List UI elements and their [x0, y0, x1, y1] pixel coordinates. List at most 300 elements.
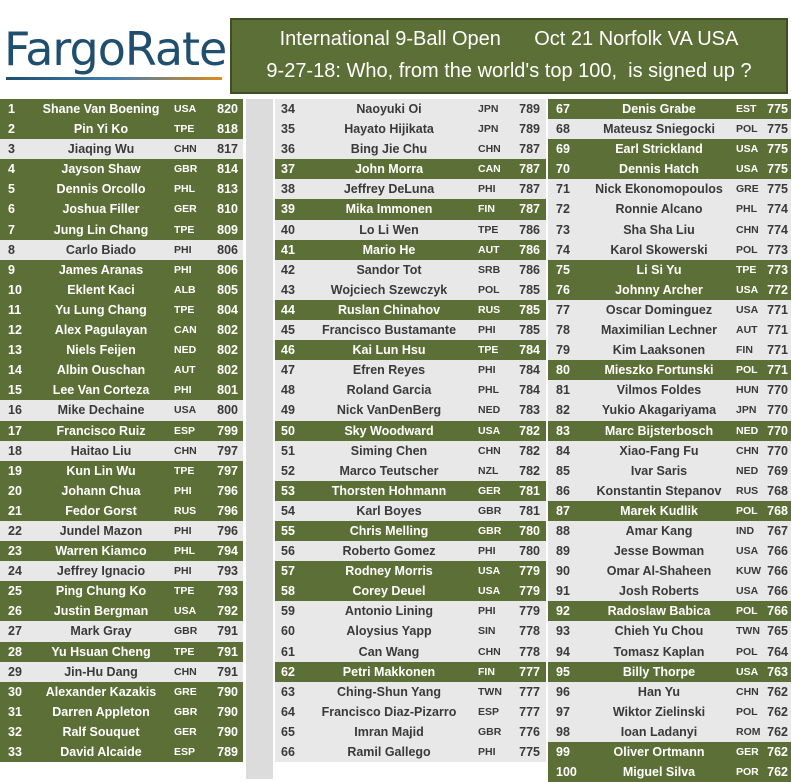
player-name: Denis Grabe — [622, 102, 696, 116]
player-country: CHN — [478, 143, 501, 156]
player-rank: 69 — [556, 142, 570, 157]
player-rating: 773 — [767, 262, 788, 277]
player-rating: 780 — [519, 544, 540, 559]
player-name: Carlo Biado — [65, 242, 137, 257]
player-rating: 779 — [519, 584, 540, 599]
player-rank: 42 — [281, 262, 295, 277]
player-rank: 26 — [8, 604, 22, 619]
player-row — [275, 380, 546, 400]
player-row — [548, 501, 791, 521]
player-name: Yu Hsuan Cheng — [51, 644, 151, 659]
player-country: TPE — [174, 464, 195, 477]
title-line-2: 9-27-18: Who, from the world's top 100, is signed up ? — [266, 60, 752, 82]
player-name: Ching-Shun Yang — [337, 684, 441, 699]
player-name: Pin Yi Ko — [73, 122, 129, 137]
player-rating: 771 — [767, 323, 788, 338]
player-row — [0, 340, 243, 360]
player-rating: 775 — [767, 182, 788, 197]
player-name: Imran Majid — [354, 724, 424, 739]
player-name: Josh Roberts — [619, 584, 699, 599]
player-row — [275, 360, 546, 380]
player-rank: 83 — [556, 423, 570, 438]
player-row — [0, 742, 243, 762]
player-name: Johann Chua — [61, 483, 141, 498]
title-line-1: International 9-Ball Open Oct 21 Norfolk VA USA — [279, 28, 739, 50]
player-rating: 796 — [217, 483, 238, 498]
player-rating: 806 — [217, 262, 238, 277]
player-row — [548, 220, 791, 240]
player-rank: 77 — [556, 302, 570, 317]
player-name: Jeffrey DeLuna — [343, 182, 435, 197]
player-name: Wiktor Zielinski — [612, 704, 706, 719]
player-name: Wojciech Szewczyk — [330, 282, 448, 297]
player-rating: 777 — [519, 704, 540, 719]
player-row — [548, 481, 791, 501]
player-country: HUN — [736, 384, 759, 397]
player-rating: 777 — [519, 664, 540, 679]
player-rating: 790 — [217, 724, 238, 739]
player-name: Hayato Hijikata — [344, 122, 434, 137]
player-row — [275, 541, 546, 561]
player-name: Eklent Kaci — [67, 282, 135, 297]
player-row — [275, 119, 546, 139]
player-rank: 15 — [8, 383, 22, 398]
player-name: Miguel Silva — [622, 765, 696, 780]
player-rank: 34 — [281, 102, 295, 116]
fargorate-logo: FargoRate — [4, 22, 227, 76]
player-name: Jundel Mazon — [59, 523, 143, 538]
player-row — [0, 501, 243, 521]
player-row — [548, 621, 791, 641]
player-country: CHN — [736, 223, 759, 236]
player-country: USA — [174, 103, 197, 115]
player-rating: 786 — [519, 242, 540, 257]
ranking-column-2 — [275, 99, 546, 762]
ranking-column-3 — [548, 99, 791, 782]
player-name: Johnny Archer — [615, 282, 703, 297]
player-rank: 40 — [281, 222, 295, 237]
player-name: Chieh Yu Chou — [614, 624, 704, 639]
player-rating: 770 — [767, 403, 788, 418]
player-row — [275, 99, 546, 119]
player-row — [548, 561, 791, 581]
player-country: TPE — [736, 263, 757, 276]
player-rank: 48 — [281, 383, 295, 398]
player-name: Mike Dechaine — [57, 403, 145, 418]
player-country: CAN — [174, 324, 197, 337]
player-rating: 784 — [519, 363, 540, 378]
player-rank: 68 — [556, 122, 570, 137]
player-row — [275, 521, 546, 541]
player-row — [0, 320, 243, 340]
player-name: Mateusz Sniegocki — [603, 122, 715, 137]
player-country: USA — [478, 565, 501, 578]
player-row — [275, 260, 546, 280]
player-row — [0, 541, 243, 561]
player-rating: 813 — [217, 182, 238, 197]
player-row — [0, 260, 243, 280]
player-row — [275, 461, 546, 481]
player-rating: 787 — [519, 162, 540, 177]
player-name: Nick Ekonomopoulos — [595, 182, 723, 197]
player-rank: 5 — [8, 182, 15, 197]
player-country: ESP — [174, 746, 196, 758]
player-row — [548, 199, 791, 219]
player-name: Joshua Filler — [62, 202, 140, 217]
player-rating: 773 — [767, 242, 788, 257]
player-rank: 41 — [281, 242, 295, 257]
player-row — [548, 762, 791, 782]
player-country: POR — [736, 766, 759, 779]
player-row — [548, 240, 791, 260]
player-rank: 90 — [556, 564, 570, 579]
player-rank: 35 — [281, 122, 295, 137]
player-country: GER — [736, 746, 759, 758]
player-rating: 791 — [217, 664, 238, 679]
player-country: CHN — [174, 444, 197, 457]
player-rank: 21 — [8, 503, 22, 518]
player-country: TPE — [174, 585, 195, 598]
player-country: CHN — [736, 444, 759, 457]
player-rating: 787 — [519, 142, 540, 157]
player-country: PHI — [478, 364, 496, 377]
player-name: Kai Lun Hsu — [352, 343, 426, 358]
player-rank: 12 — [8, 323, 22, 338]
player-country: POL — [478, 283, 500, 296]
player-country: PHI — [478, 183, 496, 196]
player-rating: 770 — [767, 383, 788, 398]
player-country: PHL — [174, 183, 195, 196]
player-row — [548, 340, 791, 360]
player-rating: 774 — [767, 202, 788, 217]
player-rank: 74 — [556, 242, 570, 257]
player-name: Konstantin Stepanov — [596, 483, 722, 498]
player-country: RUS — [174, 504, 197, 517]
player-name: Roland Garcia — [346, 383, 432, 398]
player-country: NZL — [478, 464, 499, 477]
player-country: FIN — [478, 665, 495, 678]
player-rank: 65 — [281, 724, 295, 739]
player-rating: 781 — [519, 483, 540, 498]
player-rank: 51 — [281, 443, 295, 458]
player-rating: 762 — [767, 724, 788, 739]
player-name: Warren Kiamco — [55, 544, 147, 559]
player-rating: 785 — [519, 282, 540, 297]
player-rating: 764 — [767, 644, 788, 659]
player-rating: 766 — [767, 564, 788, 579]
player-rank: 70 — [556, 162, 570, 177]
player-rank: 30 — [8, 684, 22, 699]
player-rank: 45 — [281, 323, 295, 338]
player-country: PHL — [478, 384, 499, 397]
player-country: SRB — [478, 263, 501, 276]
player-rank: 89 — [556, 544, 570, 559]
player-rating: 766 — [767, 604, 788, 619]
player-row — [275, 320, 546, 340]
player-row — [548, 280, 791, 300]
player-row — [548, 441, 791, 461]
player-country: JPN — [736, 404, 757, 417]
player-row — [275, 441, 546, 461]
column-separator — [246, 99, 273, 779]
player-country: USA — [736, 163, 759, 176]
player-row — [548, 99, 791, 119]
player-name: Jiaqing Wu — [67, 142, 135, 157]
player-name: Darren Appleton — [52, 704, 150, 719]
player-rating: 763 — [767, 664, 788, 679]
player-rating: 802 — [217, 323, 238, 338]
player-country: GRE — [174, 685, 197, 698]
player-row — [548, 360, 791, 380]
player-rank: 33 — [8, 745, 22, 759]
player-rating: 771 — [767, 302, 788, 317]
header — [0, 0, 791, 96]
player-country: GER — [478, 484, 501, 497]
player-name: Lee Van Corteza — [52, 383, 150, 398]
player-row — [0, 280, 243, 300]
player-name: Alexander Kazakis — [45, 684, 157, 699]
player-rating: 768 — [767, 483, 788, 498]
player-rating: 789 — [519, 122, 540, 137]
player-country: TPE — [174, 123, 195, 136]
player-row — [0, 360, 243, 380]
player-rank: 32 — [8, 724, 22, 739]
player-name: Jayson Shaw — [61, 162, 141, 177]
player-row — [0, 561, 243, 581]
player-rank: 9 — [8, 262, 15, 277]
player-rank: 6 — [8, 202, 15, 217]
player-name: Karol Skowerski — [610, 242, 708, 257]
player-name: Han Yu — [637, 684, 681, 699]
player-rating: 818 — [217, 122, 238, 137]
player-row — [0, 421, 243, 441]
player-rating: 787 — [519, 202, 540, 217]
player-rating: 762 — [767, 745, 788, 759]
player-rating: 775 — [519, 745, 540, 759]
player-country: POL — [736, 364, 758, 377]
player-row — [0, 380, 243, 400]
player-country: POL — [736, 123, 758, 136]
player-country: USA — [736, 545, 759, 558]
player-rank: 99 — [556, 745, 570, 759]
player-rank: 1 — [8, 102, 15, 116]
player-row — [548, 601, 791, 621]
player-row — [275, 240, 546, 260]
player-rank: 63 — [281, 684, 295, 699]
player-rank: 91 — [556, 584, 570, 599]
player-name: Alex Pagulayan — [54, 323, 148, 338]
player-name: Mario He — [362, 242, 416, 257]
player-rating: 799 — [217, 423, 238, 438]
player-rating: 775 — [767, 162, 788, 177]
player-name: Mika Immonen — [345, 202, 433, 217]
player-rank: 4 — [8, 162, 15, 177]
player-row — [275, 501, 546, 521]
player-row — [548, 742, 791, 762]
player-rank: 95 — [556, 664, 570, 679]
player-rank: 60 — [281, 624, 295, 639]
player-country: POL — [736, 243, 758, 256]
player-country: PHI — [478, 545, 496, 558]
player-rank: 94 — [556, 644, 570, 659]
player-rank: 84 — [556, 443, 570, 458]
player-rank: 61 — [281, 644, 295, 659]
player-country: GBR — [478, 504, 502, 517]
player-rating: 790 — [217, 684, 238, 699]
player-row — [0, 139, 243, 159]
player-rating: 779 — [519, 604, 540, 619]
player-rating: 800 — [217, 403, 238, 418]
player-rating: 802 — [217, 363, 238, 378]
player-country: TPE — [174, 223, 195, 236]
player-name: Dennis Orcollo — [56, 182, 146, 197]
player-rank: 25 — [8, 584, 22, 599]
player-country: GBR — [478, 725, 502, 738]
player-country: SIN — [478, 625, 496, 638]
player-rank: 92 — [556, 604, 570, 619]
player-name: Lo Li Wen — [359, 222, 419, 237]
player-country: GBR — [174, 625, 198, 638]
ranking-column-1 — [0, 99, 243, 762]
player-name: Ruslan Chinahov — [337, 302, 441, 317]
player-row — [548, 320, 791, 340]
player-rating: 805 — [217, 282, 238, 297]
player-rank: 39 — [281, 202, 295, 217]
player-rating: 784 — [519, 343, 540, 358]
player-rating: 775 — [767, 102, 788, 116]
player-country: USA — [174, 605, 197, 618]
player-row — [0, 400, 243, 420]
player-rank: 93 — [556, 624, 570, 639]
player-rank: 71 — [556, 182, 570, 197]
player-name: Petri Makkonen — [342, 664, 436, 679]
player-country: TWN — [478, 685, 502, 698]
player-rank: 55 — [281, 523, 295, 538]
player-country: AUT — [736, 324, 758, 337]
player-country: PHI — [174, 524, 192, 537]
player-rating: 783 — [519, 403, 540, 418]
player-country: PHI — [174, 263, 192, 276]
player-country: AUT — [478, 243, 500, 256]
player-name: Amar Kang — [625, 523, 693, 538]
player-rank: 14 — [8, 363, 22, 378]
player-rank: 78 — [556, 323, 570, 338]
player-row — [275, 159, 546, 179]
player-row — [275, 601, 546, 621]
player-rank: 44 — [281, 302, 295, 317]
player-name: Francisco Ruiz — [56, 423, 146, 438]
player-country: GER — [174, 725, 197, 738]
player-country: POL — [736, 645, 758, 658]
player-rank: 43 — [281, 282, 295, 297]
player-rank: 87 — [556, 503, 570, 518]
player-row — [0, 642, 243, 662]
player-name: Albin Ouschan — [56, 363, 146, 378]
player-row — [275, 581, 546, 601]
player-rank: 97 — [556, 704, 570, 719]
player-name: Kun Lin Wu — [66, 463, 136, 478]
player-name: Francisco Bustamante — [321, 323, 457, 338]
player-name: Tomasz Kaplan — [613, 644, 705, 659]
player-rank: 2 — [8, 122, 15, 137]
player-rating: 785 — [519, 302, 540, 317]
player-rank: 19 — [8, 463, 22, 478]
player-rating: 771 — [767, 343, 788, 358]
player-rank: 81 — [556, 383, 570, 398]
player-name: Billy Thorpe — [622, 664, 696, 679]
player-rating: 809 — [217, 222, 238, 237]
player-rank: 52 — [281, 463, 295, 478]
player-rank: 3 — [8, 142, 15, 157]
player-rating: 789 — [217, 745, 238, 759]
player-rank: 17 — [8, 423, 22, 438]
player-country: TWN — [736, 625, 760, 638]
player-rating: 797 — [217, 463, 238, 478]
player-country: KUW — [736, 565, 762, 578]
player-rating: 777 — [519, 684, 540, 699]
player-name: Yukio Akagariyama — [601, 403, 717, 418]
player-name: Corey Deuel — [352, 584, 426, 599]
player-rank: 88 — [556, 523, 570, 538]
player-row — [548, 159, 791, 179]
player-rating: 789 — [519, 102, 540, 116]
player-rank: 80 — [556, 363, 570, 378]
player-row — [548, 541, 791, 561]
player-rating: 806 — [217, 242, 238, 257]
player-country: PHL — [736, 203, 757, 216]
player-country: TPE — [174, 645, 195, 658]
player-rank: 76 — [556, 282, 570, 297]
player-country: FIN — [736, 344, 753, 357]
player-name: Roberto Gomez — [342, 544, 436, 559]
player-rating: 794 — [217, 544, 238, 559]
player-rating: 775 — [767, 122, 788, 137]
player-name: Jung Lin Chang — [53, 222, 149, 237]
player-rating: 762 — [767, 684, 788, 699]
player-row — [548, 642, 791, 662]
player-rating: 814 — [217, 162, 238, 177]
player-row — [0, 99, 243, 119]
player-rank: 86 — [556, 483, 570, 498]
player-row — [0, 662, 243, 682]
player-rank: 73 — [556, 222, 570, 237]
player-row — [275, 722, 546, 742]
player-country: USA — [736, 585, 759, 598]
player-rating: 797 — [217, 443, 238, 458]
player-rank: 10 — [8, 282, 22, 297]
player-name: Can Wang — [358, 644, 420, 659]
player-rating: 766 — [767, 544, 788, 559]
player-country: ROM — [736, 725, 761, 738]
player-row — [0, 240, 243, 260]
player-rating: 762 — [767, 704, 788, 719]
player-rating: 793 — [217, 584, 238, 599]
player-rating: 786 — [519, 262, 540, 277]
player-country: FIN — [478, 203, 495, 216]
player-name: Thorsten Hohmann — [331, 483, 447, 498]
player-country: NED — [736, 424, 759, 437]
player-rating: 796 — [217, 503, 238, 518]
player-name: Sandor Tot — [356, 262, 422, 277]
player-name: Antonio Lining — [344, 604, 434, 619]
player-row — [0, 179, 243, 199]
player-country: TPE — [174, 303, 195, 316]
player-country: CHN — [478, 645, 501, 658]
player-country: POL — [736, 504, 758, 517]
player-rating: 784 — [519, 383, 540, 398]
player-rank: 53 — [281, 483, 295, 498]
player-country: NED — [478, 404, 501, 417]
